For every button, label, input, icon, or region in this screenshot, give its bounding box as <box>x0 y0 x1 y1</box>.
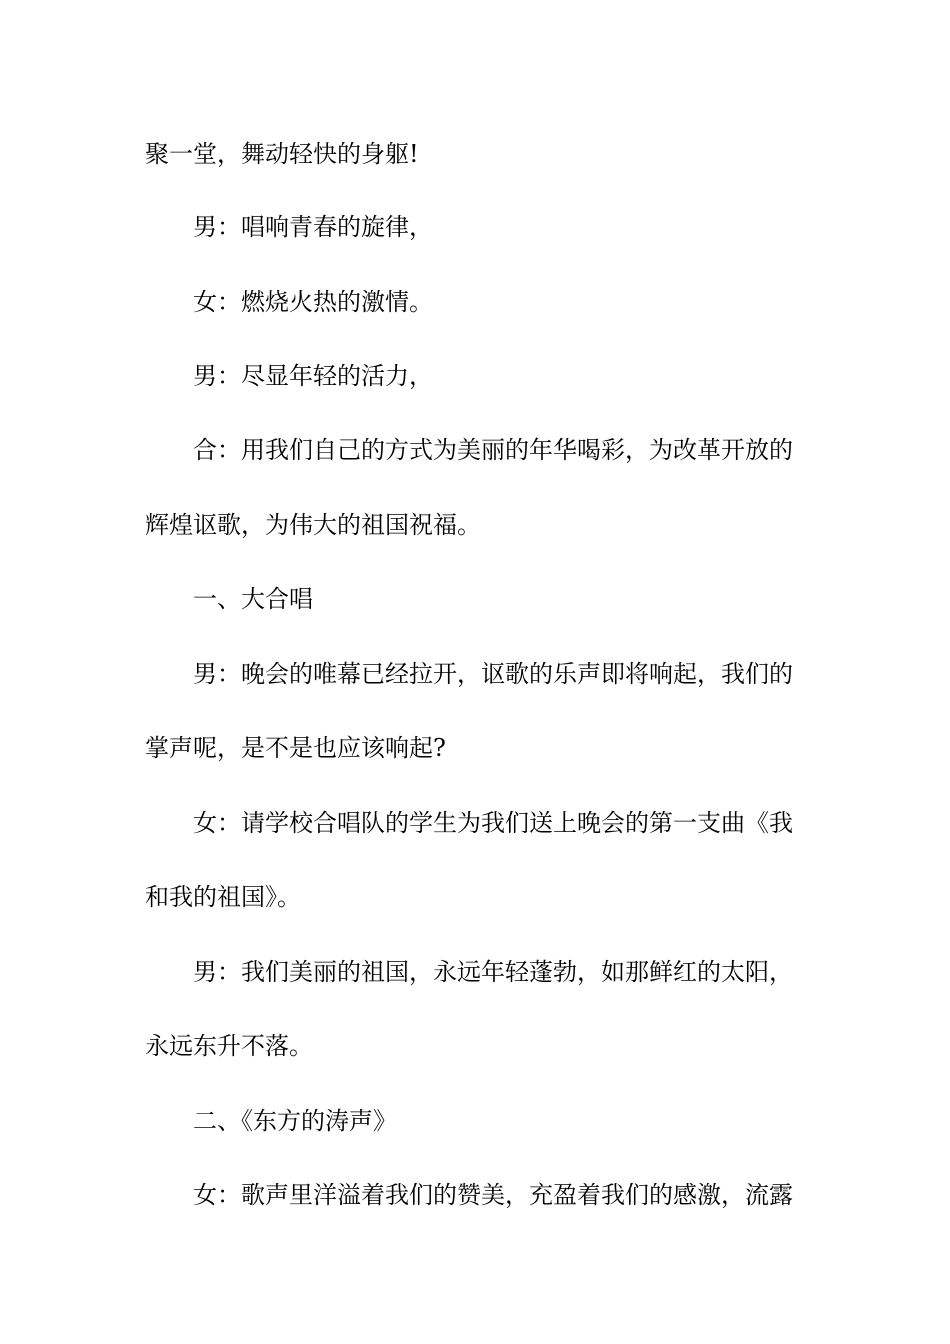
text-line: 女：燃烧火热的激情。 <box>193 288 433 316</box>
text-line: 二、《东方的涛声》 <box>193 1107 397 1135</box>
text-line: 男：唱响青春的旋律， <box>193 213 433 241</box>
text-line: 男：尽显年轻的活力， <box>193 362 433 390</box>
text-line: 一、大合唱 <box>193 585 313 613</box>
text-line: 辉煌讴歌，为伟大的祖国祝福。 <box>145 511 481 539</box>
text-line: 掌声呢，是不是也应该响起? <box>145 734 446 762</box>
text-line: 男：我们美丽的祖国，永远年轻蓬勃，如那鲜红的太阳， <box>193 958 793 986</box>
text-line: 男：晚会的唯幕已经拉开，讴歌的乐声即将响起，我们的 <box>193 660 793 688</box>
text-line: 聚一堂，舞动轻快的身躯! <box>145 140 419 168</box>
text-line: 和我的祖国》。 <box>145 883 301 911</box>
text-line: 女：请学校合唱队的学生为我们送上晚会的第一支曲《我 <box>193 809 793 837</box>
text-line: 合：用我们自己的方式为美丽的年华喝彩，为改革开放的 <box>193 436 793 464</box>
text-line: 永远东升不落。 <box>145 1032 313 1060</box>
text-line: 女：歌声里洋溢着我们的赞美，充盈着我们的感激，流露 <box>193 1181 793 1209</box>
